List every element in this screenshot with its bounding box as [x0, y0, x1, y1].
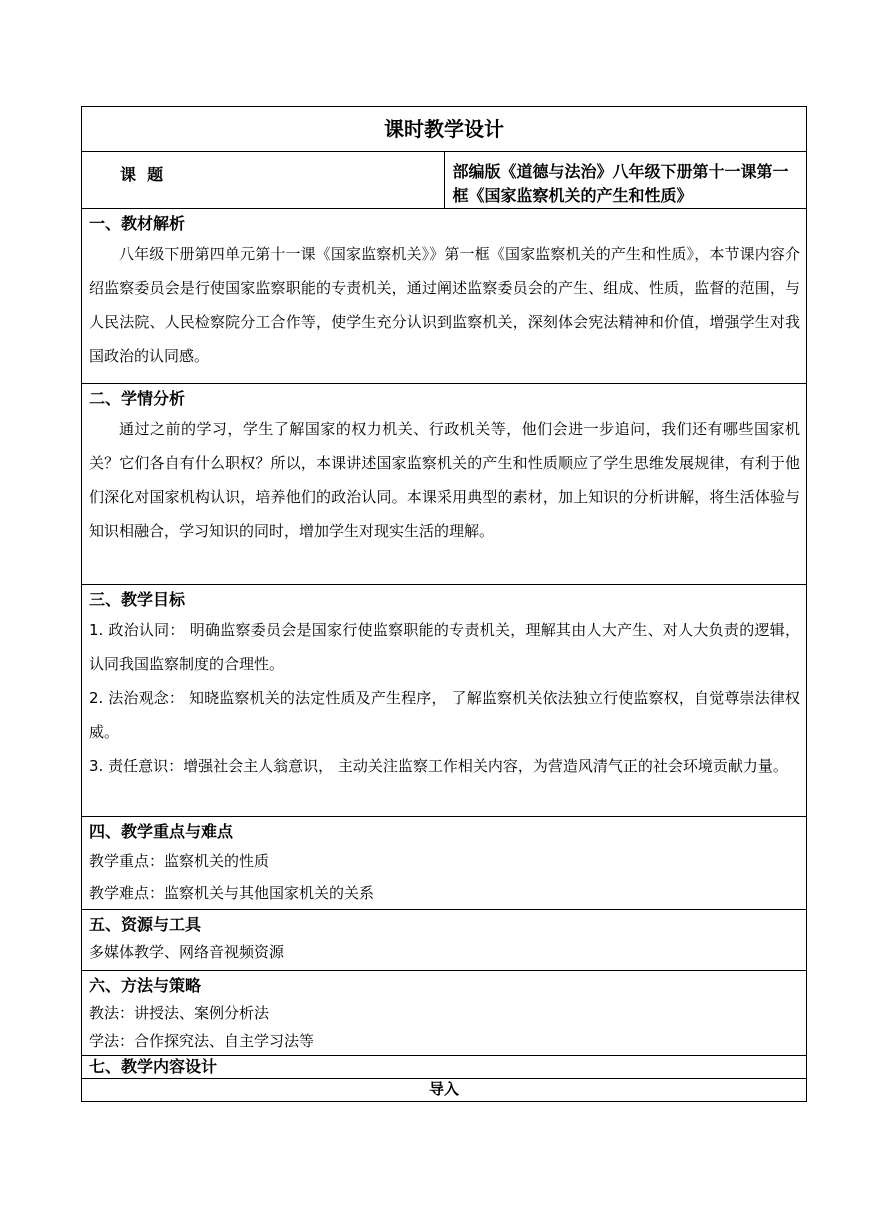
document-title: 课时教学设计 [82, 107, 807, 152]
topic-label: 课 题 [82, 152, 445, 209]
intro-heading: 导入 [82, 1079, 807, 1102]
section-content-design [82, 1056, 807, 1079]
section-paragraph: 通过之前的学习，学生了解国家的权力机关、行政机关等，他们会进一步追问，我们还有哪些国家机关？它们各自有什么职权？所以，本课讲述国家监察机关的产生和性质顺应了学生思维发展规律，有利于他们深化对国家机构认识，培养他们的政治认同。本课采用典型的素材，加上知识的分析讲解，将生活体验与知识相融合，学习知识的同时，增加学生对现实生活的理解。 [89, 420, 800, 540]
topic-value: 部编版《道德与法治》八年级下册第十一课第一框《国家监察机关的产生和性质》 [444, 152, 807, 209]
section-student-analysis [82, 384, 807, 585]
section-methods [82, 971, 807, 1056]
section-heading: 六、方法与策略 [89, 976, 202, 995]
section-key-points [82, 817, 807, 910]
section-heading: 七、教学内容设计 [89, 1057, 218, 1076]
section-heading: 一、教材解析 [89, 214, 186, 233]
goal-item: 1. 政治认同： 明确监察委员会是国家行使监察职能的专责机关，理解其由人大产生、对人大负责的逻辑，认同我国监察制度的合理性。 [89, 621, 800, 673]
learning-method-line: 学法：合作探究法、自主学习法等 [89, 1032, 315, 1050]
goal-item: 2. 法治观念： 知晓监察机关的法定性质及产生程序， 了解监察机关依法独立行使监察权，自觉尊崇法律权威。 [89, 689, 800, 741]
section-resources [82, 910, 807, 971]
section-heading: 四、教学重点与难点 [89, 822, 234, 841]
section-textbook-analysis [82, 209, 807, 384]
section-heading: 二、学情分析 [89, 389, 186, 408]
key-point-line: 教学重点：监察机关的性质 [89, 852, 270, 870]
section-teaching-goals [82, 585, 807, 817]
lesson-plan-table [81, 106, 807, 1102]
teaching-method-line: 教法：讲授法、案例分析法 [89, 1004, 270, 1022]
section-paragraph: 八年级下册第四单元第十一课《国家监察机关》》第一框《国家监察机关的产生和性质》，本节课内容介绍监察委员会是行使国家监察职能的专责机关，通过阐述监察委员会的产生、组成、性质，监督的范围，与人民法院、人民检察院分工合作等，使学生充分认识到监察机关，深刻体会宪法精神和价值，增强学生对我国政治的认同感。 [89, 245, 800, 365]
section-heading: 五、资源与工具 [89, 915, 202, 934]
section-heading: 三、教学目标 [89, 590, 186, 609]
difficulty-line: 教学难点：监察机关与其他国家机关的关系 [89, 884, 375, 902]
lesson-plan-document [81, 106, 807, 1102]
goal-item: 3. 责任意识：增强社会主人翁意识， 主动关注监察工作相关内容，为营造风清气正的社会环境贡献力量。 [89, 757, 788, 775]
resources-line: 多媒体教学、网络音视频资源 [89, 943, 285, 961]
